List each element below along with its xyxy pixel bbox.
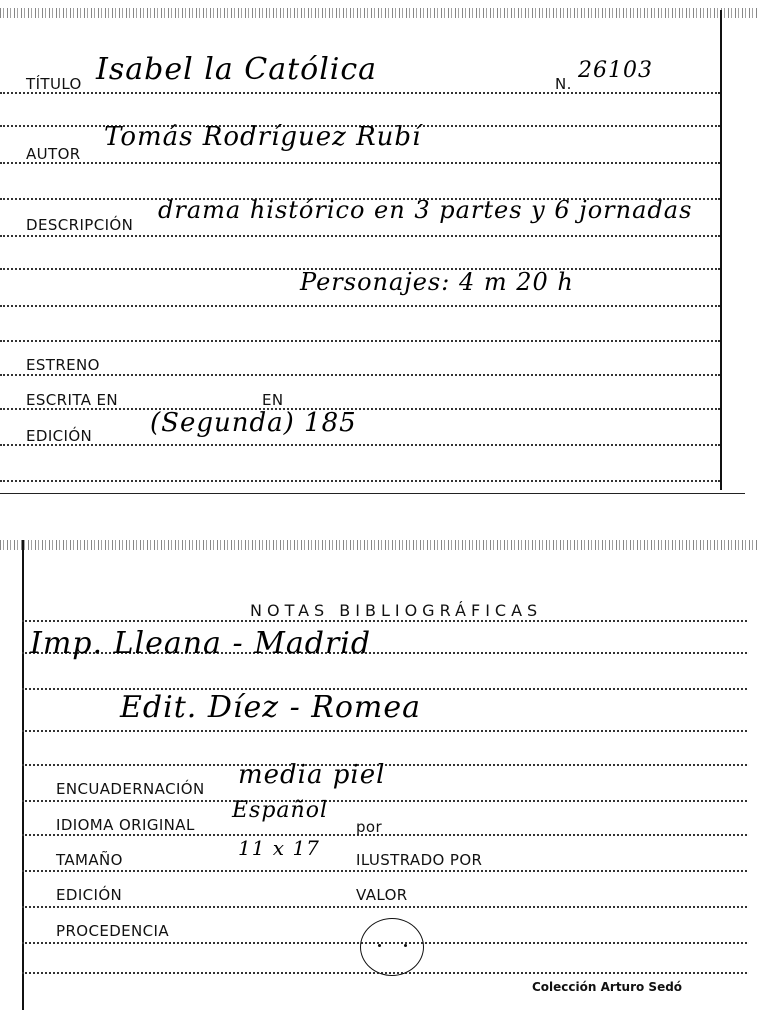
ruled-line (0, 235, 720, 237)
ruled-line (22, 800, 747, 802)
tamano-label: TAMAÑO (56, 851, 123, 869)
card-left-edge (22, 540, 24, 1010)
note-line-2: Edit. Díez - Romea (120, 690, 421, 725)
card-right-edge (720, 10, 722, 490)
numero-value: 26103 (578, 58, 653, 83)
personajes-value: Personajes: 4 m 20 h (300, 268, 574, 296)
card-bottom-edge (0, 493, 745, 494)
ruled-line (22, 906, 747, 908)
en-label: EN (262, 391, 284, 409)
titulo-label: TÍTULO (26, 75, 82, 93)
autor-label: AUTOR (26, 145, 81, 163)
catalog-card-back (0, 540, 759, 1028)
ruled-line (0, 92, 720, 94)
titulo-value: Isabel la Católica (96, 52, 378, 87)
ilustrado-label: ILUSTRADO POR (356, 851, 483, 869)
idioma-label: IDIOMA ORIGINAL (56, 816, 195, 834)
stamp-circle (360, 918, 424, 976)
estreno-label: ESTRENO (26, 356, 100, 374)
notas-heading: NOTAS BIBLIOGRÁFICAS (250, 601, 543, 620)
autor-value: Tomás Rodríguez Rubí (104, 122, 422, 152)
catalog-card-front (0, 0, 759, 495)
ruled-line (22, 620, 747, 622)
edicion-label-2: EDICIÓN (56, 886, 123, 904)
ruled-line (0, 340, 720, 342)
por-label: por (356, 818, 383, 836)
edicion-label: EDICIÓN (26, 427, 93, 445)
card-top-edge (0, 8, 759, 18)
stamp-dot (404, 944, 407, 947)
valor-label: VALOR (356, 886, 408, 904)
ruled-line (0, 162, 720, 164)
idioma-value: Español (232, 798, 328, 823)
procedencia-label: PROCEDENCIA (56, 922, 170, 940)
numero-label: N. (555, 75, 572, 93)
ruled-line (0, 374, 720, 376)
edicion-value: (Segunda) 185 (150, 408, 357, 438)
card-top-edge (0, 540, 759, 550)
note-line-1: Imp. Lleana - Madrid (30, 626, 372, 661)
descripcion-label: DESCRIPCIÓN (26, 216, 134, 234)
encuadernacion-value: media piel (238, 760, 386, 790)
ruled-line (22, 834, 747, 836)
stamp-dot (378, 944, 381, 947)
ruled-line (22, 730, 747, 732)
tamano-value: 11 x 17 (238, 836, 320, 860)
ruled-line (0, 480, 720, 482)
ruled-line (22, 870, 747, 872)
descripcion-value: drama histórico en 3 partes y 6 jornadas (158, 196, 693, 224)
encuadernacion-label: ENCUADERNACIÓN (56, 780, 205, 798)
escrita-en-label: ESCRITA EN (26, 391, 119, 409)
ruled-line (0, 305, 720, 307)
coleccion-footer: Colección Arturo Sedó (532, 980, 683, 994)
ruled-line (0, 444, 720, 446)
